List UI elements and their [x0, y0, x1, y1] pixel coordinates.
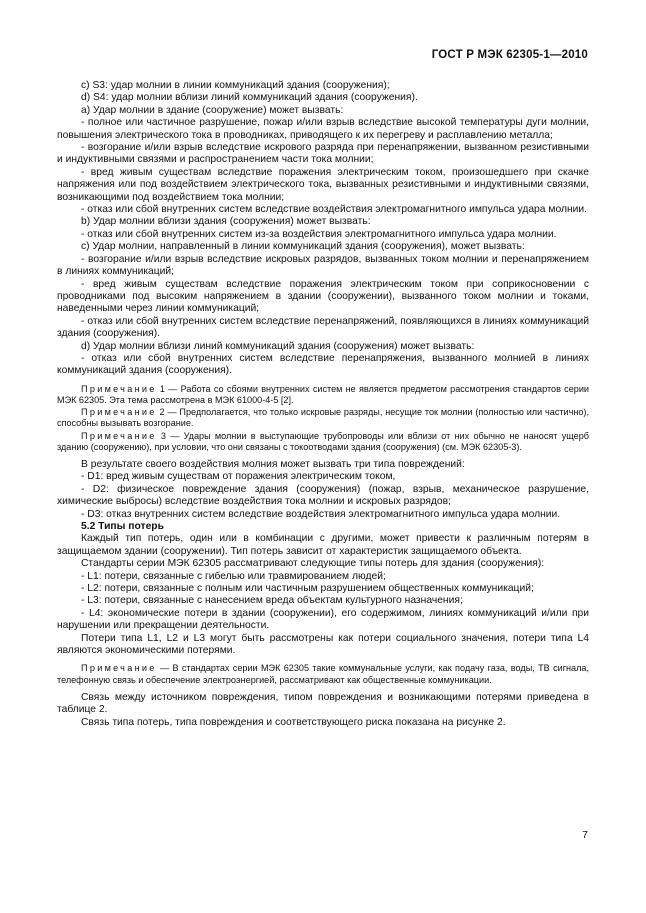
paragraph: - D2: физическое повреждение здания (сооружения) (пожар, взрыв, механическое разрушение, химические выбросы) вследствие воздействия тока молнии и искровых разрядов; [57, 483, 589, 508]
note-3 [57, 431, 589, 453]
paragraph: a) Удар молнии в здание (сооружение) может вызвать: [81, 104, 344, 116]
paragraph: В результате своего воздействия молния может вызвать три типа повреждений: [81, 458, 465, 470]
document-header: ГОСТ Р МЭК 62305-1—2010 [431, 49, 588, 61]
paragraph: - L1: потери, связанные с гибелью или травмированием людей; [81, 570, 386, 582]
paragraph: c) Удар молнии, направленный в линии коммуникаций здания (сооружения), может вызвать: [81, 241, 525, 253]
note-text: 2 — Предполагается, что только искровые разряды, несущие ток молнии (полностью или частично), способны вызывать возгорание. [57, 407, 589, 429]
paragraph: - L2: потери, связанные с полным или частичным разрушением общественных коммуникаций; [81, 583, 534, 595]
section-heading: 5.2 Типы потерь [81, 521, 164, 532]
paragraph: - D3: отказ внутренних систем вследствие воздействия электромагнитного импульса удара молнии. [81, 508, 561, 520]
note-text: — В стандартах серии МЭК 62305 такие коммунальные услуги, как подачу газа, воды, ТВ сигнала, телефонную связь и обеспечение электроэнергией, рассматривают как общественные коммуникации. [57, 663, 589, 685]
note-final [57, 663, 589, 685]
paragraph: Потери типа L1, L2 и L3 могут быть рассмотрены как потери социального значения, потери типа L4 являются экономическими потерями. [57, 632, 589, 657]
paragraph: - вред живым существам вследствие поражения электрическим током, произошедшего при скачке напряжения или под воздействием электрического тока, вызванных резистивными и индуктивными связями, возникающими под воздействием тока молнии; [57, 166, 589, 203]
paragraph: - отказ или сбой внутренних систем вследствие воздействия электромагнитного импульса удара молнии. [81, 204, 588, 216]
paragraph: - отказ или сбой внутренних систем вследствие перенапряжения, вызванного молнией в линиях коммуникаций здания (сооружения). [57, 352, 589, 377]
paragraph: - D1: вред живым существам от поражения электрическим током, [81, 471, 396, 483]
paragraph: - возгорание и/или взрыв вследствие искрового разряда при перенапряжении, вызванном резистивными и индуктивными связями и распространением части тока молнии; [57, 142, 589, 166]
paragraph: Каждый тип потерь, один или в комбинации с другими, может привести к различным потерям в защищаемом здании (сооружении). Тип потерь зависит от характеристик защищаемого объекта. [57, 533, 589, 557]
paragraph: d) S4: удар молнии вблизи линий коммуникаций здания (сооружения). [81, 92, 418, 104]
paragraph: - возгорание и/или взрыв вследствие искровых разрядов, вызванных током молнии и перенапряжением в линиях коммуникаций; [57, 253, 589, 278]
note-text: 3 — Удары молнии в выступающие трубопроводы или вблизи от них обычно не наносят ущерб зданию (сооружению), при условии, что они связаны с токоотводами здания (сооружения) (см. МЭК 62305-3). [57, 430, 589, 452]
document-body [57, 80, 589, 729]
paragraph: d) Удар молнии вблизи линий коммуникаций здания (сооружения) может вызвать: [81, 340, 475, 352]
paragraph: Связь между источником повреждения, типом повреждения и возникающими потерями приведена в таблице 2. [57, 691, 589, 716]
note-label: Примечание [81, 407, 157, 418]
paragraph: - вред живым существам вследствие поражения электрическим током при соприкосновении с проводниками под высоким напряжением в здании (сооружении), вызванного током молнии и токами, наведенными через линии коммуникаций; [57, 278, 589, 315]
page-number: 7 [582, 829, 588, 841]
note-2 [57, 407, 589, 429]
paragraph: c) S3: удар молнии в линии коммуникаций здания (сооружения); [81, 80, 390, 91]
paragraph: - отказ или сбой внутренних систем из-за воздействия электромагнитного импульса удара молнии. [81, 228, 557, 240]
paragraph: - отказ или сбой внутренних систем вследствие перенапряжений, появляющихся в линиях коммуникаций здания (сооружения). [57, 315, 589, 340]
note-1 [57, 384, 589, 406]
note-label: Примечание [81, 383, 157, 394]
paragraph: - полное или частичное разрушение, пожар и/или взрыв вследствие высокой температуры дуги молнии, повышения электрического тока в проводниках, приводящего к их перегреву и расплавлению металла; [57, 117, 589, 141]
note-label: Примечание [81, 430, 157, 441]
paragraph: b) Удар молнии вблизи здания (сооружения) может вызвать: [81, 216, 371, 228]
paragraph: Стандарты серии МЭК 62305 рассматривают следующие типы потерь для здания (сооружения): [81, 558, 545, 570]
paragraph: Связь типа потерь, типа повреждения и соответствующего риска показана на рисунке 2. [81, 716, 506, 728]
paragraph: - L3: потери, связанные с нанесением вреда объектам культурного назначения; [81, 595, 463, 607]
note-label: Примечание [81, 663, 157, 674]
paragraph: - L4: экономические потери в здании (сооружении), его содержимом, линиях коммуникаций и/или при нарушении или прекращении деятельности. [57, 607, 589, 632]
note-text: 1 — Работа со сбоями внутренних систем не является предметом рассмотрения стандартов серии МЭК 62305. Эта тема рассмотрена в МЭК 61000-4-5 [2]. [57, 383, 589, 405]
